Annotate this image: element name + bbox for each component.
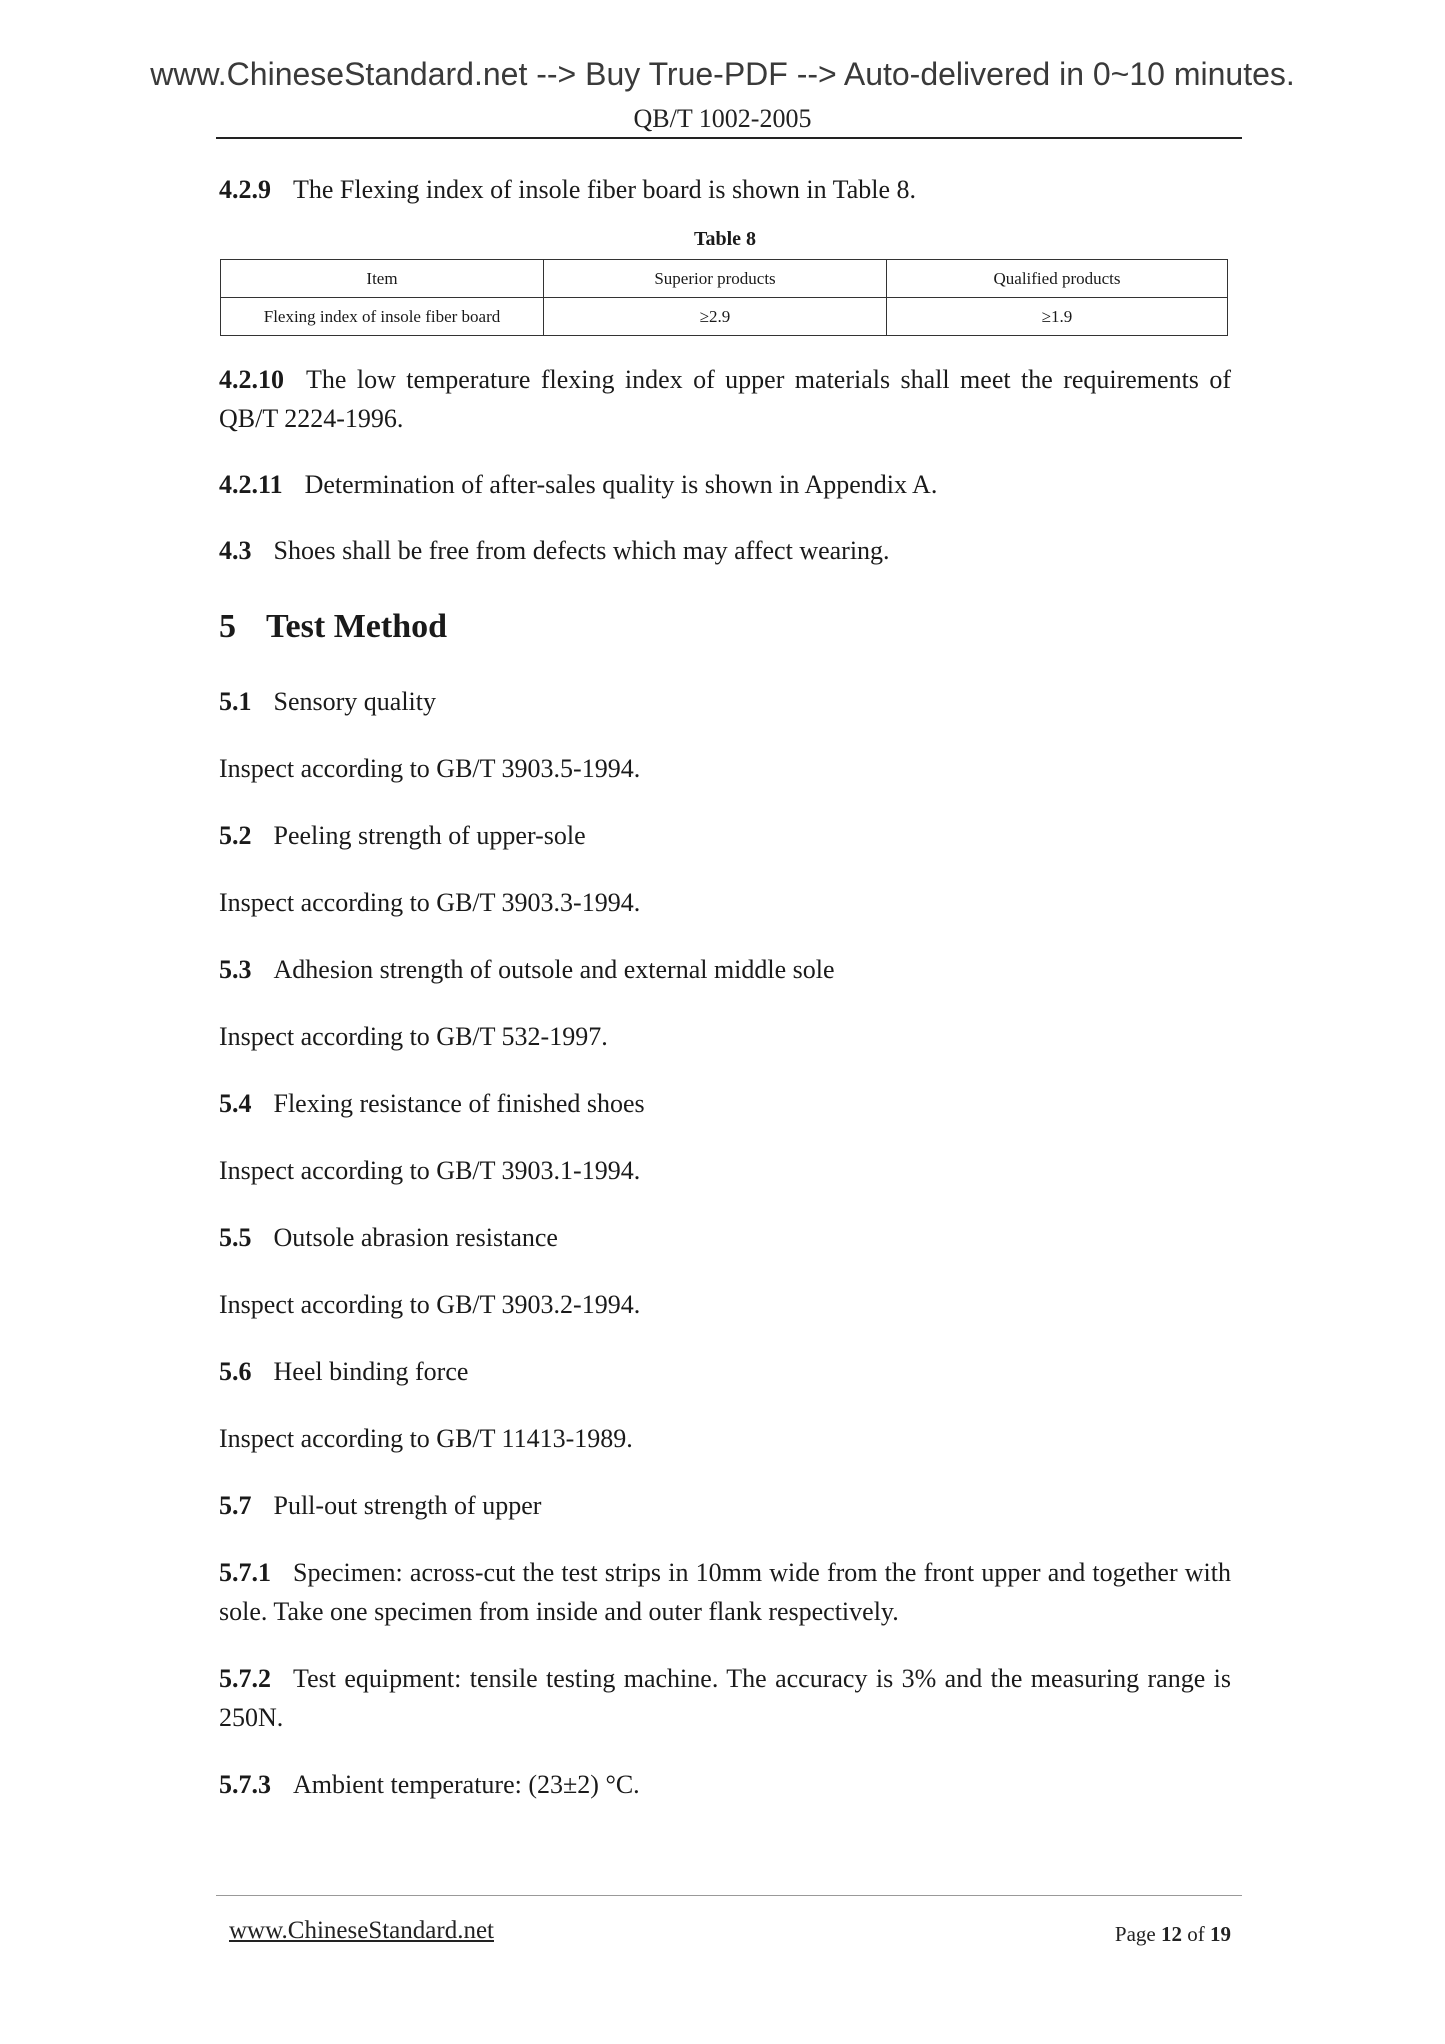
clause-5-2: 5.2 Peeling strength of upper-sole bbox=[219, 821, 586, 850]
table-header-cell: Superior products bbox=[544, 260, 887, 298]
clause-5-3: 5.3 Adhesion strength of outsole and external middle sole bbox=[219, 955, 835, 984]
table-8 bbox=[220, 259, 1228, 336]
clause-5-6-body: Inspect according to GB/T 11413-1989. bbox=[219, 1424, 633, 1453]
clause-4-2-10: 4.2.10 The low temperature flexing index of upper materials shall meet the requirements of QB/T 2224-1996. bbox=[219, 365, 1231, 433]
document-code: QB/T 1002-2005 bbox=[633, 104, 812, 133]
footer-website-link[interactable]: www.ChineseStandard.net bbox=[229, 1917, 494, 1944]
clause-5-1: 5.1 Sensory quality bbox=[219, 687, 436, 716]
table-cell: ≥1.9 bbox=[887, 298, 1228, 336]
clause-4-2-11: 4.2.11 Determination of after-sales quality is shown in Appendix A. bbox=[219, 470, 938, 499]
clause-5-7-1: 5.7.1 Specimen: across-cut the test strips in 10mm wide from the front upper and together with sole. Take one specimen from inside and outer flank respectively. bbox=[219, 1558, 1231, 1626]
clause-5-1-body: Inspect according to GB/T 3903.5-1994. bbox=[219, 754, 641, 783]
clause-5-5: 5.5 Outsole abrasion resistance bbox=[219, 1223, 558, 1252]
table-cell: ≥2.9 bbox=[544, 298, 887, 336]
clause-5-2-body: Inspect according to GB/T 3903.3-1994. bbox=[219, 888, 641, 917]
table-caption: Table 8 bbox=[693, 228, 757, 250]
table-header-row bbox=[221, 260, 1228, 298]
document-body bbox=[219, 170, 1231, 1804]
footer-rule bbox=[216, 1895, 1242, 1896]
section-heading: 5 Test Method bbox=[219, 608, 448, 645]
clause-5-3-body: Inspect according to GB/T 532-1997. bbox=[219, 1022, 608, 1051]
table-row bbox=[221, 298, 1228, 336]
table-header-cell: Item bbox=[221, 260, 544, 298]
clause-4-2-9: 4.2.9 The Flexing index of insole fiber board is shown in Table 8. bbox=[219, 175, 917, 204]
page-number: Page 12 of 19 bbox=[1114, 1922, 1231, 1946]
clause-5-4: 5.4 Flexing resistance of finished shoes bbox=[219, 1089, 645, 1118]
banner-text: www.ChineseStandard.net --> Buy True-PDF --> Auto-delivered in 0~10 minutes. bbox=[150, 56, 1295, 92]
clause-5-7: 5.7 Pull-out strength of upper bbox=[219, 1491, 542, 1520]
clause-5-7-3: 5.7.3 Ambient temperature: (23±2) °C. bbox=[219, 1770, 640, 1799]
table-cell: Flexing index of insole fiber board bbox=[221, 298, 544, 336]
table-header-cell: Qualified products bbox=[887, 260, 1228, 298]
clause-5-5-body: Inspect according to GB/T 3903.2-1994. bbox=[219, 1290, 641, 1319]
clause-5-6: 5.6 Heel binding force bbox=[219, 1357, 469, 1386]
clause-5-7-2: 5.7.2 Test equipment: tensile testing machine. The accuracy is 3% and the measuring range is 250N. bbox=[219, 1664, 1231, 1732]
clause-5-4-body: Inspect according to GB/T 3903.1-1994. bbox=[219, 1156, 641, 1185]
clause-4-3: 4.3 Shoes shall be free from defects which may affect wearing. bbox=[219, 536, 890, 565]
header-rule bbox=[216, 137, 1242, 139]
